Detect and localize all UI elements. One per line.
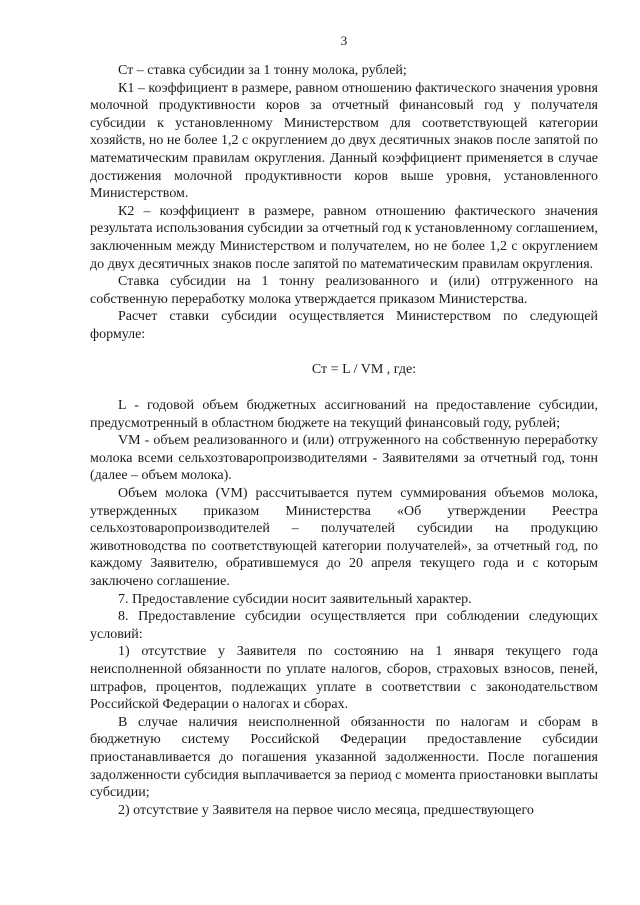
paragraph-rate-approval: Ставка субсидии на 1 тонну реализованного и (или) отгруженного на собственную переработку молока утверждается приказом Министерства. — [90, 274, 598, 307]
paragraph-debt-suspension: В случае наличия неисполненной обязанности по налогам и сборам в бюджетную систему Российской Федерации предоставление субсидии приостанавливается до погашения указанной задолженности. После погашения задолженности субсидия выплачивается за период с момента приостановки выплаты субсидии; — [90, 714, 598, 801]
rate-formula: Ст = L / VM , где: — [311, 361, 417, 377]
paragraph-milk-volume-calc: Объем молока (VM) рассчитывается путем суммирования объемов молока, утвержденных приказом Министерства «Об утверждении Реестра сельхозтоваропроизводителей – получателей субсидии на продукцию животноводства по соответствующей категории получателей», за отчетный год, по каждому Заявителю, обратившемуся до 20 апреля текущего года и с которым заключено соглашение. — [90, 486, 598, 590]
paragraph-condition-2: 2) отсутствие у Заявителя на первое число месяца, предшествующего — [118, 802, 534, 818]
paragraph-k1-definition: К1 – коэффициент в размере, равном отношению фактического значения уровня молочной продуктивности коров за отчетный финансовый год у получателя субсидии к установленному Министерством для соответствующей категории хозяйств, но не более 1,2 с округлением до двух десятичных знаков после запятой по математическим правилам округления. Данный коэффициент применяется в случае достижения молочной продуктивности коров выше уровня, установленного Министерством. — [90, 80, 598, 202]
paragraph-rate-definition: Ст – ставка субсидии за 1 тонну молока, рублей; — [118, 63, 407, 78]
paragraph-k2-definition: К2 – коэффициент в размере, равном отношению фактического значения результата использования субсидии за отчетный год к установленному соглашением, заключенным между Министерством и получателем, но не более 1,2 с округлением до двух десятичных знаков после запятой по математическим правилам округления. — [90, 203, 598, 272]
paragraph-clause-7: 7. Предоставление субсидии носит заявительный характер. — [118, 591, 472, 607]
paragraph-formula-intro: Расчет ставки субсидии осуществляется Министерством по следующей формуле: — [90, 309, 598, 342]
paragraph-vm-definition: VM - объем реализованного и (или) отгруженного на собственную переработку молока всеми сельхозтоваропроизводителями - Заявителями за отчетный год, тонн (далее – объем молока). — [90, 433, 598, 484]
paragraph-clause-8: 8. Предоставление субсидии осуществляется при соблюдении следующих условий: — [90, 609, 598, 642]
page-number: 3 — [340, 33, 348, 48]
document-body — [90, 62, 598, 819]
document-page — [90, 0, 598, 905]
paragraph-condition-1: 1) отсутствие у Заявителя по состоянию на 1 января текущего года неисполненной обязанности по уплате налогов, сборов, страховых взносов, пеней, штрафов, процентов, подлежащих уплате в соответствии с законодательством Российской Федерации о налогах и сборах. — [90, 644, 598, 713]
paragraph-l-definition: L - годовой объем бюджетных ассигнований на предоставление субсидии, предусмотренный в областном бюджете на текущий финансовый году, рублей; — [90, 398, 598, 431]
